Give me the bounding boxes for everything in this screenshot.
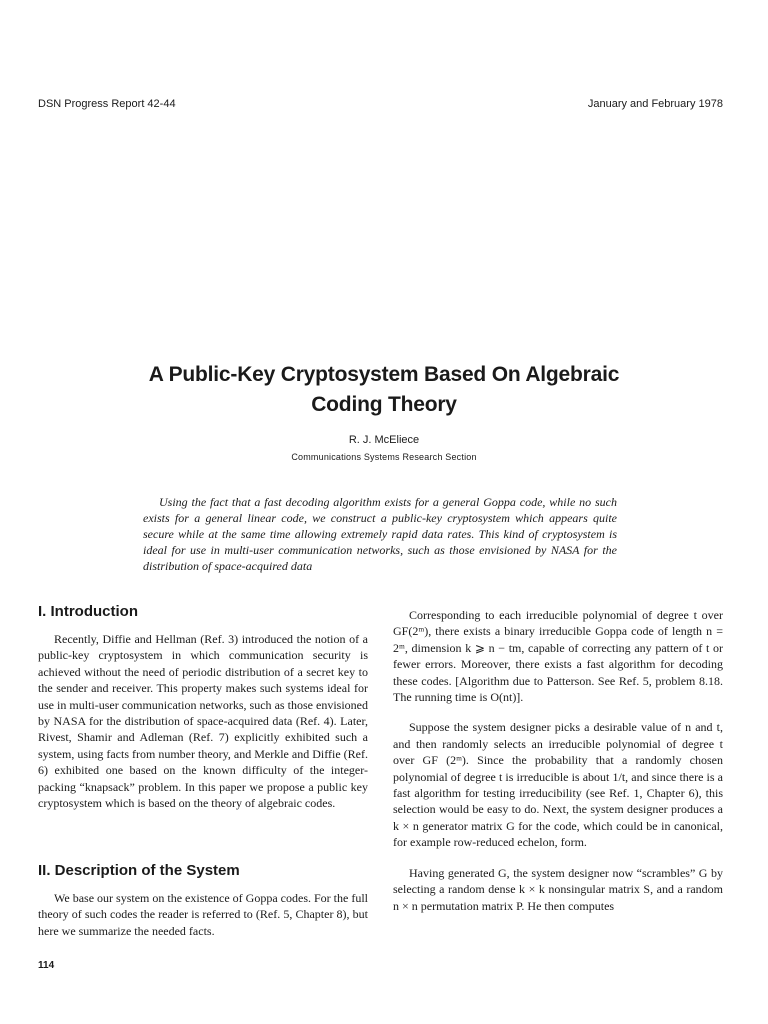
scramble-paragraph: Having generated G, the system designer now “scrambles” G by selecting a random dense k × k nonsingular matrix S, and a random n × n permutation matrix P. He then computes [393, 865, 723, 913]
goppa-code-paragraph: Corresponding to each irreducible polynomial of degree t over GF(2ᵐ), there exists a binary irreducible Goppa code of length n = 2ᵐ, dimension k ⩾ n − tm, capable of correcting any pattern of t or fewer errors. Moreover, there exists a fast algorithm for decoding these codes. [Algorithm due to Patterson. See Ref. 5, problem 8.18. The running time is O(nt)]. [393, 608, 723, 705]
section-introduction [38, 603, 368, 811]
introduction-paragraph: Recently, Diffie and Hellman (Ref. 3) introduced the notion of a public-key cryptosystem in which communication security is achieved without the need of periodic distribution of a secret key to the sender and receiver. This property makes such systems ideal for use in multi-user communication networks, such as those envisioned by NASA for the distribution of space-acquired data (Ref. 4). Later, Rivest, Shamir and Adleman (Ref. 7) explicitly exhibited such a system, using facts from number theory, and Merkle and Diffie (Ref. 6) exhibited one based on the known difficulty of the integer-packing “knapsack” problem. In this paper we propose a public key cryptosystem which is based on the theory of algebraic codes. [38, 632, 368, 811]
section-description [38, 862, 368, 939]
author-affiliation: Communications Systems Research Section [291, 452, 477, 462]
paper-title-line-2: Coding Theory [311, 393, 457, 416]
paper-title [0, 360, 768, 420]
author-name: R. J. McEliece [348, 434, 420, 446]
section-heading-description: II. Description of the System [38, 862, 240, 879]
page-number: 114 [38, 960, 55, 971]
right-column [393, 607, 723, 914]
running-header-date: January and February 1978 [587, 98, 723, 110]
running-header-report: DSN Progress Report 42-44 [38, 98, 176, 110]
paper-title-line-1: A Public-Key Cryptosystem Based On Algebraic [148, 363, 620, 386]
system-designer-paragraph: Suppose the system designer picks a desirable value of n and t, and then randomly selects an irreducible polynomial of degree t over GF (2ᵐ). Since the probability that a randomly chosen polynomial of degree t is irreducible is about 1/t, and since there is a fast algorithm for testing irreducibility (see Ref. 1, Chapter 6), this selection would be easy to do. Next, the system designer produces a k × n generator matrix G for the code, which could be in canonical, for example row-reduced echelon, form. [393, 720, 723, 850]
description-paragraph: We base our system on the existence of Goppa codes. For the full theory of such codes the reader is referred to (Ref. 5, Chapter 8), but here we summarize the needed facts. [38, 891, 368, 938]
abstract: Using the fact that a fast decoding algorithm exists for a general Goppa code, while no such exists for a general linear code, we construct a public-key cryptosystem which appears quite secure while at the same time allowing extremely rapid data rates. This kind of cryptosystem is ideal for use in multi-user communication networks, such as those envisioned by NASA for the distribution of space-acquired data [143, 495, 617, 573]
section-heading-introduction: I. Introduction [38, 603, 138, 620]
